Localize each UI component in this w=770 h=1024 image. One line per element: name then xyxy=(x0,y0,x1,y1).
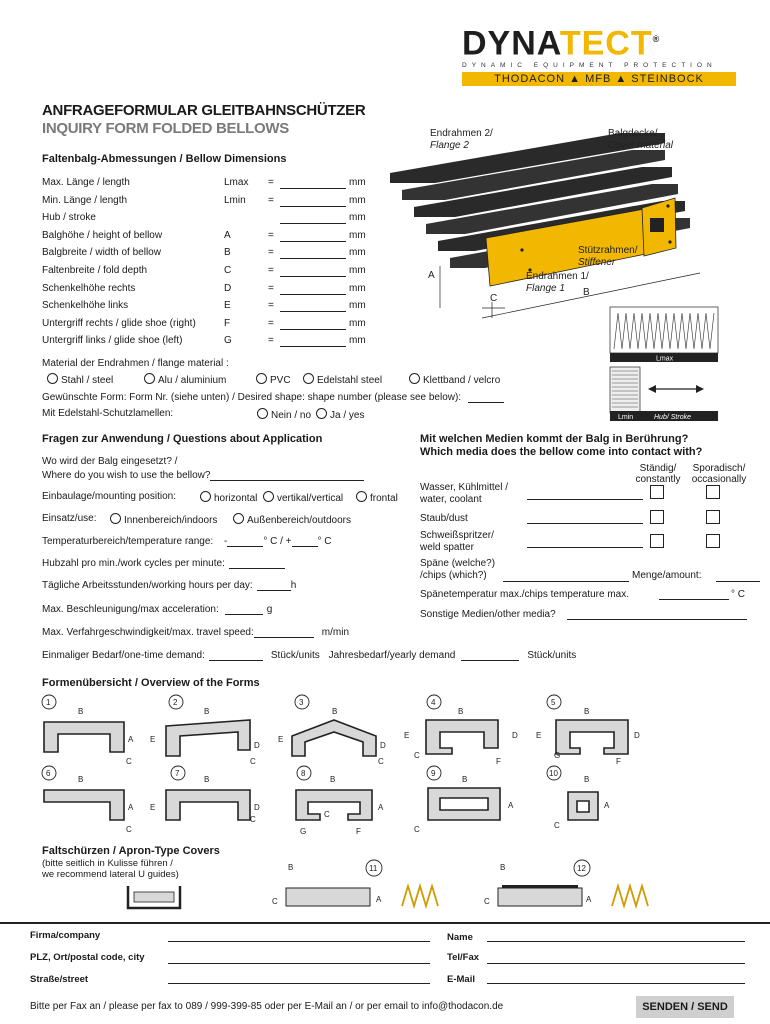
dimension-equals: = xyxy=(268,247,274,259)
diagram-dim-c: C xyxy=(490,293,498,304)
dimension-unit: mm xyxy=(349,282,366,294)
form-11 xyxy=(272,860,438,906)
form-6 xyxy=(42,766,134,834)
speed-field[interactable] xyxy=(254,626,314,638)
bellow-diagram xyxy=(380,118,710,333)
svg-text:B: B xyxy=(204,775,210,784)
apron-diagrams xyxy=(120,858,680,920)
svg-text:C: C xyxy=(414,751,420,760)
svg-text:C: C xyxy=(554,821,560,830)
water-field[interactable] xyxy=(527,488,643,500)
svg-text:B: B xyxy=(288,863,294,872)
temp-max-field[interactable] xyxy=(292,535,318,547)
company-field[interactable] xyxy=(168,930,430,942)
svg-text:A: A xyxy=(376,895,382,904)
where-label-1: Wo wird der Balg eingesetzt? / xyxy=(42,456,178,467)
temperature-row: Temperaturbereich/temperature range: - ° C / + ° C xyxy=(42,536,332,547)
svg-text:C: C xyxy=(126,825,132,834)
form-8 xyxy=(296,766,384,836)
dimension-unit: mm xyxy=(349,177,366,188)
dimension-row xyxy=(42,177,382,191)
apron-12-springs xyxy=(612,886,648,906)
stroke-lmax: Lmax xyxy=(656,355,674,363)
svg-text:10: 10 xyxy=(549,769,558,778)
shape-number-row: Gewünschte Form: Form Nr. (siehe unten) / Desired shape: shape number (please see below): xyxy=(42,391,504,403)
weld-field[interactable] xyxy=(527,536,643,548)
diagram-dim-a: A xyxy=(428,270,435,281)
dimension-input[interactable] xyxy=(280,283,346,295)
dimension-label: Min. Länge / length xyxy=(42,194,128,206)
svg-text:C: C xyxy=(324,810,330,819)
logo-wordmark: DYNATECT® xyxy=(462,24,661,63)
svg-text:9: 9 xyxy=(431,769,436,778)
material-label: Material der Endrahmen / flange material : xyxy=(42,358,229,369)
svg-text:D: D xyxy=(380,741,386,750)
use-indoors-option[interactable]: Innenbereich/indoors xyxy=(110,513,217,526)
media-dust-label: Staub/dust xyxy=(420,513,468,524)
chiptemp-unit: ° C xyxy=(731,589,745,600)
chiptemp-field[interactable] xyxy=(659,588,729,600)
svg-text:B: B xyxy=(462,775,468,784)
form-5 xyxy=(536,695,640,766)
dimension-input[interactable] xyxy=(280,195,346,207)
dimension-unit: mm xyxy=(349,265,366,276)
svg-text:6: 6 xyxy=(46,769,51,778)
dimension-symbol: D xyxy=(224,282,232,294)
send-button[interactable]: SENDEN / SEND xyxy=(636,996,734,1018)
weld-occasionally-checkbox[interactable] xyxy=(706,534,720,548)
svg-text:D: D xyxy=(254,803,260,812)
hours-row: Tägliche Arbeitsstunden/working hours per day: h xyxy=(42,580,297,591)
dimension-input[interactable] xyxy=(280,212,346,224)
diagram-endrahmen2: Endrahmen 2/ xyxy=(430,128,493,139)
speed-row: Max. Verfahrgeschwindigkeit/max. travel speed: m/min xyxy=(42,627,350,638)
chips-field[interactable] xyxy=(503,570,629,582)
tel-field[interactable] xyxy=(487,952,745,964)
svg-text:A: A xyxy=(128,803,134,812)
svg-text:B: B xyxy=(458,707,464,716)
demand-field[interactable] xyxy=(209,649,263,661)
application-heading: Fragen zur Anwendung / Questions about Application xyxy=(42,433,323,445)
dimension-equals: = xyxy=(268,335,274,347)
diagram-stuetz: Stützrahmen/ xyxy=(578,245,638,256)
svg-text:B: B xyxy=(332,707,338,716)
forms-heading: Formenübersicht / Overview of the Forms xyxy=(42,677,260,689)
dimension-row xyxy=(42,212,382,226)
svg-text:B: B xyxy=(78,707,84,716)
dimension-input[interactable] xyxy=(280,230,346,242)
dimension-row xyxy=(42,230,382,244)
form-10 xyxy=(547,766,610,830)
dimension-equals: = xyxy=(268,194,274,206)
diagram-dim-b: B xyxy=(583,287,590,298)
svg-text:C: C xyxy=(250,815,256,824)
svg-text:D: D xyxy=(254,741,260,750)
stroke-diagram xyxy=(604,305,724,423)
dimension-row xyxy=(42,247,382,261)
svg-text:A: A xyxy=(128,735,134,744)
cycles-field[interactable] xyxy=(229,557,285,569)
dimension-symbol: F xyxy=(224,317,231,329)
logo xyxy=(462,22,747,86)
svg-text:C: C xyxy=(126,757,132,766)
media-col-constantly: Ständig/ constantly xyxy=(635,463,681,485)
dimension-input[interactable] xyxy=(280,177,346,189)
dimension-row xyxy=(42,335,382,349)
dimension-unit: mm xyxy=(349,229,366,241)
forms-overview xyxy=(38,692,678,842)
dust-field[interactable] xyxy=(527,512,643,524)
apron-heading: Faltschürzen / Apron-Type Covers xyxy=(42,845,220,857)
dimension-symbol: Lmax xyxy=(224,177,249,188)
diagram-stiffener: Stiffener xyxy=(578,257,616,268)
stainless-yes-option[interactable]: Ja / yes xyxy=(316,408,364,421)
other-media-field[interactable] xyxy=(567,608,747,620)
contact-separator xyxy=(0,922,770,924)
mount-horizontal-option[interactable]: horizontal xyxy=(200,491,257,504)
dimension-symbol: C xyxy=(224,265,232,276)
water-constantly-checkbox[interactable] xyxy=(650,485,664,499)
diagram-endrahmen1: Endrahmen 1/ xyxy=(526,271,589,282)
street-label: Straße/street xyxy=(30,974,89,985)
svg-text:F: F xyxy=(616,757,621,766)
svg-text:B: B xyxy=(584,775,590,784)
media-weld-label: Schweißspritzer/ weld spatter xyxy=(420,530,494,553)
mount-frontal-option[interactable]: frontal xyxy=(356,491,398,504)
cycles-row: Hubzahl pro min./work cycles per minute: xyxy=(42,557,285,569)
dimension-row xyxy=(42,300,382,314)
svg-text:C: C xyxy=(378,757,384,766)
svg-text:G: G xyxy=(300,827,307,836)
svg-text:C: C xyxy=(272,897,278,906)
svg-text:B: B xyxy=(500,863,506,872)
street-field[interactable] xyxy=(168,972,430,984)
dimension-equals: = xyxy=(268,177,274,188)
dimension-unit: mm xyxy=(349,247,366,259)
svg-text:B: B xyxy=(330,775,336,784)
svg-text:E: E xyxy=(278,735,284,744)
svg-text:D: D xyxy=(512,731,518,740)
media-heading-2: Which media does the bellow come into contact with? xyxy=(420,446,703,458)
company-label: Firma/company xyxy=(30,930,101,941)
dimension-equals: = xyxy=(268,229,274,241)
temp-min-field[interactable] xyxy=(227,535,263,547)
svg-text:F: F xyxy=(356,827,361,836)
material-option-alu[interactable]: Alu / aluminium xyxy=(144,373,226,386)
dimension-row xyxy=(42,195,382,209)
svg-text:2: 2 xyxy=(173,698,178,707)
apron-guide xyxy=(128,886,180,908)
material-option-pvc[interactable]: PVC xyxy=(256,373,291,386)
logo-subbrands: THODACON ▲ MFB ▲ STEINBOCK xyxy=(462,72,736,86)
diagram-cover: Cover material xyxy=(608,140,674,151)
dimension-input[interactable] xyxy=(280,335,346,347)
acceleration-field[interactable] xyxy=(225,603,263,615)
dimension-unit: mm xyxy=(349,194,366,206)
svg-text:A: A xyxy=(604,801,610,810)
tel-label: Tel/Fax xyxy=(447,952,480,963)
svg-text:G: G xyxy=(554,751,561,760)
svg-text:B: B xyxy=(78,775,84,784)
weld-constantly-checkbox[interactable] xyxy=(650,534,664,548)
svg-text:C: C xyxy=(484,897,490,906)
dimension-input[interactable] xyxy=(280,265,346,277)
dimension-input[interactable] xyxy=(280,247,346,259)
dust-constantly-checkbox[interactable] xyxy=(650,510,664,524)
svg-text:12: 12 xyxy=(577,864,586,873)
svg-text:7: 7 xyxy=(175,769,180,778)
postal-label: PLZ, Ort/postal code, city xyxy=(30,952,145,963)
dimension-equals: = xyxy=(268,265,274,276)
chips-amount-label: Menge/amount: xyxy=(632,570,702,581)
dimension-row xyxy=(42,318,382,332)
dimension-label: Schenkelhöhe links xyxy=(42,300,129,312)
use-row: Einsatz/use: Innenbereich/indoors Außenbereich/outdoors xyxy=(42,513,351,526)
svg-text:A: A xyxy=(586,895,592,904)
name-label: Name xyxy=(447,932,473,943)
water-occasionally-checkbox[interactable] xyxy=(706,485,720,499)
svg-text:5: 5 xyxy=(551,698,556,707)
yearly-demand-field[interactable] xyxy=(461,649,519,661)
stainless-lamellae-row: Mit Edelstahl-Schutzlamellen: Nein / no Ja / yes xyxy=(42,408,365,421)
dimension-label: Untergriff rechts / glide shoe (right) xyxy=(42,317,196,329)
stroke-lmin: Lmin xyxy=(618,414,634,421)
acceleration-row: Max. Beschleunigung/max acceleration: g xyxy=(42,604,273,615)
demand-row: Einmaliger Bedarf/one-time demand: Stück/units Jahresbedarf/yearly demand Stück/units xyxy=(42,650,577,661)
where-field[interactable] xyxy=(210,469,364,481)
dimension-symbol: B xyxy=(224,247,231,259)
dimension-symbol: Lmin xyxy=(224,194,246,206)
dimension-symbol: A xyxy=(224,229,231,241)
dimension-unit: mm xyxy=(349,317,366,329)
svg-text:4: 4 xyxy=(431,698,436,707)
dimension-input[interactable] xyxy=(280,318,346,330)
dimensions-heading: Faltenbalg-Abmessungen / Bellow Dimensions xyxy=(42,153,287,165)
svg-text:F: F xyxy=(496,757,501,766)
dimension-symbol: E xyxy=(224,300,231,312)
dimension-label: Max. Länge / length xyxy=(42,177,130,188)
form-12 xyxy=(484,860,648,906)
dimension-input[interactable] xyxy=(280,300,346,312)
svg-text:E: E xyxy=(536,731,542,740)
svg-text:B: B xyxy=(584,707,590,716)
dimension-unit: mm xyxy=(349,300,366,312)
svg-text:E: E xyxy=(404,731,410,740)
svg-text:A: A xyxy=(378,803,384,812)
media-water-label: Wasser, Kühlmittel / water, coolant xyxy=(420,482,508,505)
media-heading-1: Mit welchen Medien kommt der Balg in Berührung? xyxy=(420,433,689,445)
dimension-row xyxy=(42,265,382,279)
dimension-label: Balghöhe / height of bellow xyxy=(42,229,163,241)
svg-text:E: E xyxy=(150,803,156,812)
stroke-hub: Hub/ Stroke xyxy=(654,414,691,421)
name-field[interactable] xyxy=(487,930,745,942)
dimension-symbol: G xyxy=(224,335,232,347)
dust-occasionally-checkbox[interactable] xyxy=(706,510,720,524)
mounting-row: Einbaulage/mounting position: horizontal vertikal/vertical frontal xyxy=(42,491,398,504)
form-9 xyxy=(414,766,514,834)
svg-text:B: B xyxy=(204,707,210,716)
apron-note: (bitte seitlich in Kulisse führen / we recommend lateral U guides) xyxy=(42,858,179,880)
material-option-stainless[interactable]: Edelstahl steel xyxy=(303,373,382,386)
logo-tagline: DYNAMIC EQUIPMENT PROTECTION xyxy=(462,62,717,70)
chips-amount-field[interactable] xyxy=(716,570,760,582)
stainless-no-option[interactable]: Nein / no xyxy=(257,408,311,421)
diagram-flange1: Flange 1 xyxy=(526,283,565,294)
shape-number-field[interactable] xyxy=(468,391,504,403)
other-media-label: Sonstige Medien/other media? xyxy=(420,609,556,620)
svg-text:C: C xyxy=(414,825,420,834)
email-label: E-Mail xyxy=(447,974,475,985)
dimension-row xyxy=(42,283,382,297)
svg-text:1: 1 xyxy=(46,698,51,707)
dimension-label: Untergriff links / glide shoe (left) xyxy=(42,335,183,347)
postal-field[interactable] xyxy=(168,952,430,964)
chiptemp-label: Spänetemperatur max./chips temperature max. xyxy=(420,589,629,600)
material-option-velcro[interactable]: Klettband / velcro xyxy=(409,373,500,386)
form-4 xyxy=(404,695,518,766)
material-option-steel[interactable]: Stahl / steel xyxy=(47,373,113,386)
where-row: Where do you wish to use the bellow? xyxy=(42,469,364,481)
svg-text:11: 11 xyxy=(369,864,378,873)
use-outdoors-option[interactable]: Außenbereich/outdoors xyxy=(233,513,351,526)
email-field[interactable] xyxy=(487,972,745,984)
dimension-label: Hub / stroke xyxy=(42,212,96,224)
fax-note: Bitte per Fax an / please per fax to 089 / 999-399-85 oder per E-Mail an / or per email to info@thodacon.de xyxy=(30,1001,504,1012)
media-col-occasionally: Sporadisch/ occasionally xyxy=(691,463,747,485)
dimension-unit: mm xyxy=(349,335,366,347)
apron-11-springs xyxy=(402,886,438,906)
page-title: ANFRAGEFORMULAR GLEITBAHNSCHÜTZER xyxy=(42,102,366,119)
dimension-label: Schenkelhöhe rechts xyxy=(42,282,136,294)
svg-text:8: 8 xyxy=(301,769,306,778)
hours-field[interactable] xyxy=(257,579,291,591)
diagram-flange2: Flange 2 xyxy=(430,140,469,151)
svg-text:E: E xyxy=(150,735,156,744)
form-3 xyxy=(278,695,386,766)
dimension-label: Faltenbreite / fold depth xyxy=(42,265,148,276)
svg-text:A: A xyxy=(508,801,514,810)
mount-vertical-option[interactable]: vertikal/vertical xyxy=(263,491,343,504)
svg-text:C: C xyxy=(250,757,256,766)
svg-text:D: D xyxy=(634,731,640,740)
form-7 xyxy=(150,766,260,824)
form-1 xyxy=(42,695,134,766)
dimension-label: Balgbreite / width of bellow xyxy=(42,247,161,259)
dimension-unit: mm xyxy=(349,212,366,224)
svg-text:3: 3 xyxy=(299,698,304,707)
diagram-balgdecke: Balgdecke/ xyxy=(608,128,658,139)
dimension-equals: = xyxy=(268,300,274,312)
form-2 xyxy=(150,695,260,766)
media-chips-label: Späne (welche?) /chips (which?) xyxy=(420,558,496,581)
dimension-equals: = xyxy=(268,317,274,329)
page-subtitle: INQUIRY FORM FOLDED BELLOWS xyxy=(42,120,289,137)
dimension-equals: = xyxy=(268,282,274,294)
